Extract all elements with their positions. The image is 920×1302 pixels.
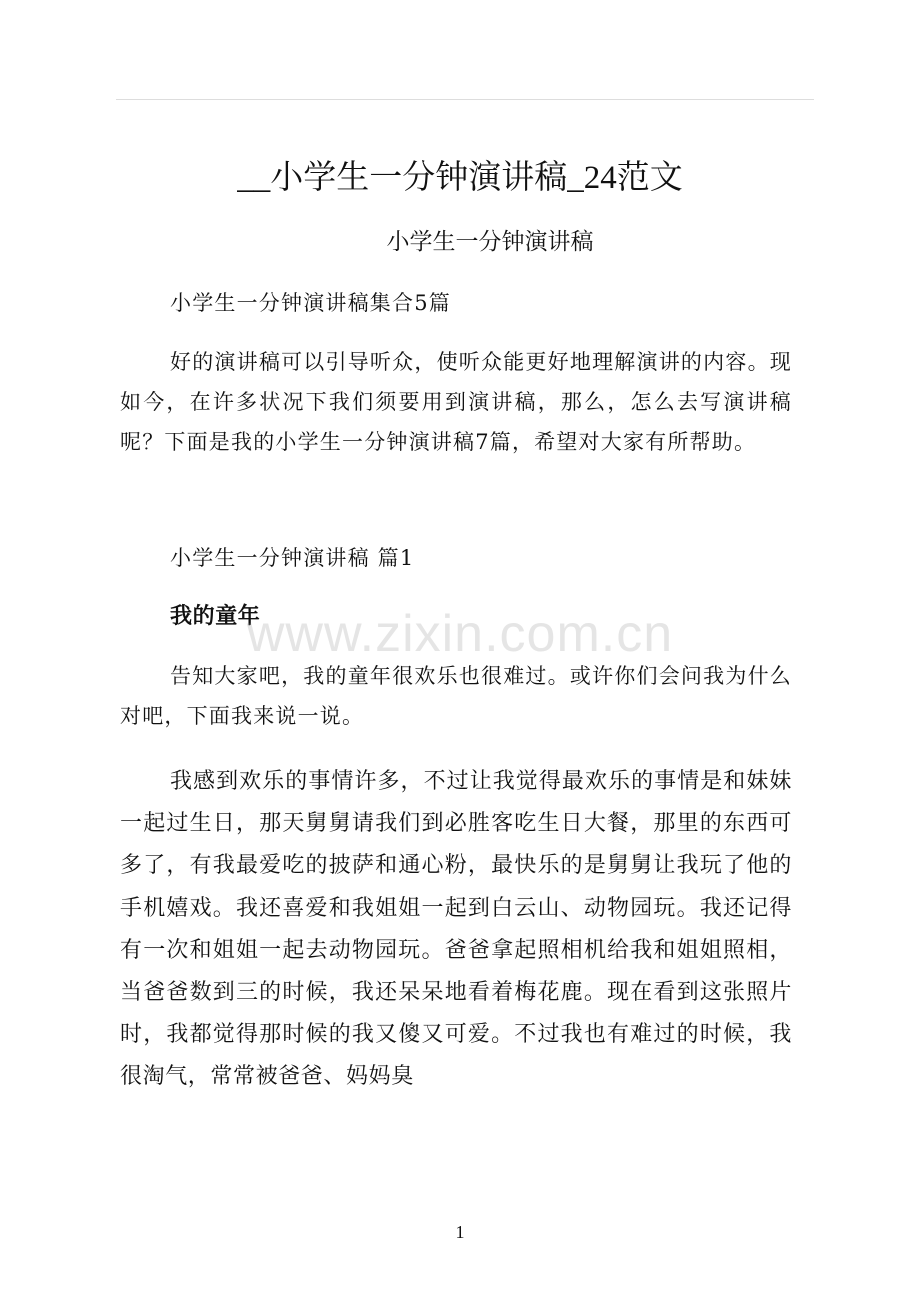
intro-paragraph: 好的演讲稿可以引导听众，使听众能更好地理解演讲的内容。现如今，在许多状况下我们须要用到演讲稿，那么，怎么去写演讲稿呢？下面是我的小学生一分钟演讲稿7篇，希望对大家有所帮助。 (120, 350, 792, 454)
section-heading: 小学生一分钟演讲稿 篇1 (170, 546, 415, 570)
collection-heading: 小学生一分钟演讲稿集合5篇 (170, 291, 451, 315)
document-subtitle: 小学生一分钟演讲稿 (386, 229, 594, 255)
essay-title: 我的童年 (170, 604, 261, 629)
watermark: www.zixin.com.cn (246, 605, 674, 663)
paragraph-1: 告知大家吧，我的童年很欢乐也很难过。或许你们会问我为什么对吧，下面我来说一说。 (120, 664, 792, 728)
document-title: __小学生一分钟演讲稿_24范文 (237, 160, 683, 196)
page-number: 1 (455, 1222, 465, 1242)
header-divider (116, 99, 814, 100)
paragraph-2: 我感到欢乐的事情许多，不过让我觉得最欢乐的事情是和妹妹一起过生日，那天舅舅请我们到必胜客吃生日大餐，那里的东西可多了，有我最爱吃的披萨和通心粉，最快乐的是舅舅让我玩了他的手机嬉戏。我还喜爱和我姐姐一起到白云山、动物园玩。我还记得有一次和姐姐一起去动物园玩。爸爸拿起照相机给我和姐姐照相，当爸爸数到三的时候，我还呆呆地看着梅花鹿。现在看到这张照片时，我都觉得那时候的我又傻又可爱。不过我也有难过的时候，我很淘气，常常被爸爸、妈妈臭 (120, 769, 792, 1090)
